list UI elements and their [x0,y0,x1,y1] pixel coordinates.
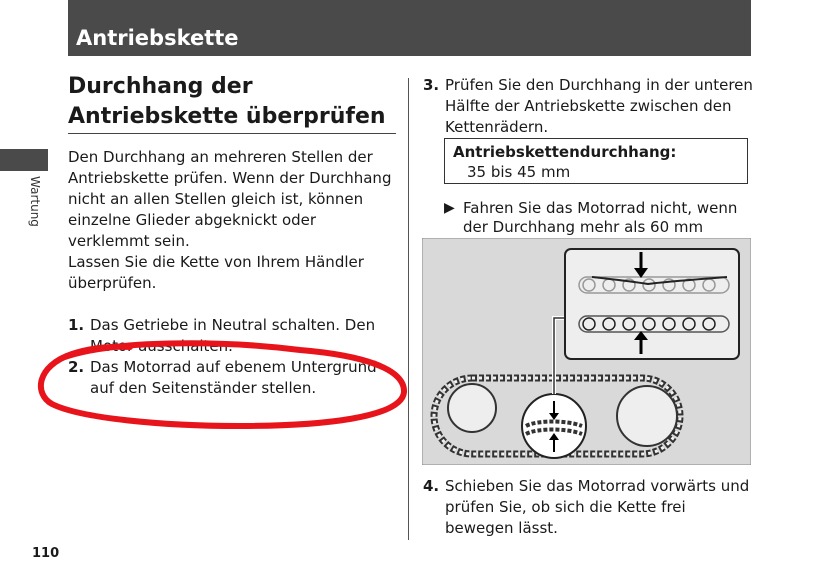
drive-chain-illustration [422,238,751,465]
header-title: Antriebskette [76,26,239,50]
side-tab [0,149,48,171]
spec-label: Antriebskettendurchhang: [453,143,677,161]
step-text: Schieben Sie das Motorrad vorwärts und prüfen Sie, ob sich die Kette frei bewegen lässt. [445,477,750,537]
step-item [68,357,388,399]
step-text: Prüfen Sie den Durchhang in der unteren Hälfte der Antriebskette zwischen den Kettenrädern. [445,76,753,136]
step-number: 1. [68,316,85,334]
triangle-bullet-icon: ▶ [444,200,455,216]
title-rule [68,133,396,134]
chain-detail-box [565,249,739,359]
section-title: Durchhang der Antriebskette überprüfen [68,74,386,129]
step-item [423,476,753,539]
step-text: Das Motorrad auf ebenem Untergrund auf den Seitenständer stellen. [90,358,377,397]
intro-text: Den Durchhang an mehreren Stellen der Antriebskette prüfen. Wenn der Durchhang nicht an allen Stellen gleich ist, können einzelne Glieder abgeknickt oder verklemmt sein. Lassen Sie die Kette von Ihrem Händler überprüfen. [68,148,392,292]
front-sprocket [448,384,496,432]
side-label: Wartung [28,176,42,227]
column-divider [408,78,409,540]
page-number: 110 [32,546,60,561]
spec-box [444,138,748,184]
step-number: 2. [68,358,85,376]
step-number: 4. [423,477,440,495]
step-number: 3. [423,76,440,94]
step-item [68,315,388,357]
rear-sprocket [617,386,677,446]
step-text: Das Getriebe in Neutral schalten. Den Motor ausschalten. [90,316,376,355]
step-item [423,75,753,138]
spec-value: 35 bis 45 mm [467,163,571,181]
note-text: Fahren Sie das Motorrad nicht, wenn der Durchhang mehr als 60 mm [463,199,738,236]
